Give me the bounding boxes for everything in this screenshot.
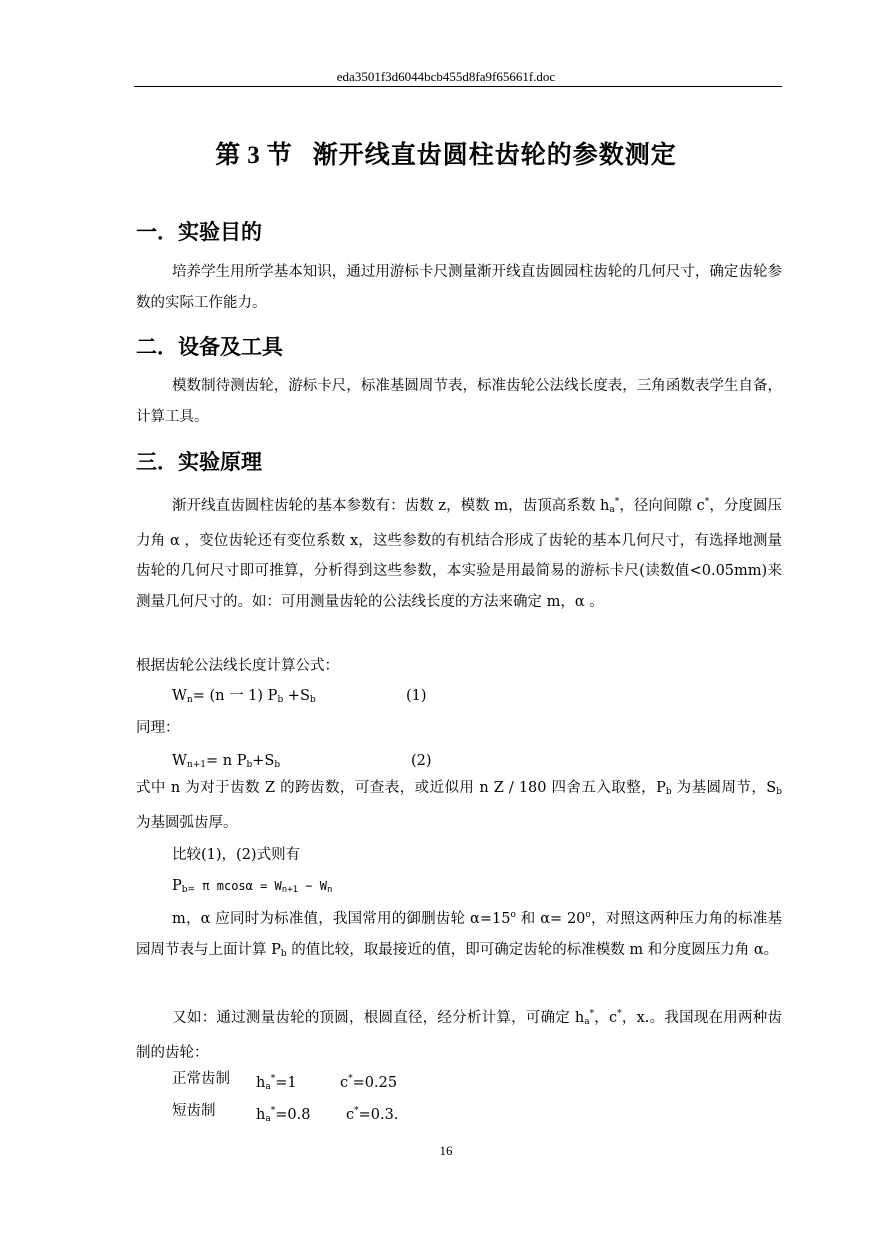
section3-heading: 三．实验原理 <box>136 450 262 474</box>
section1-paragraph: 培养学生用所学基本知识，通过用游标卡尺测量渐开线直齿圆园柱齿轮的几何尺寸，确定齿轮参数的实际工作能力。 <box>136 264 782 311</box>
header-rule <box>134 86 782 87</box>
page-title <box>0 135 892 171</box>
normal-tooth-label: 正常齿制 <box>172 1071 230 1087</box>
equation-2-number: (2) <box>411 753 432 769</box>
tooth-systems-paragraph: 又如：通过测量齿轮的顶圆，根圆直径，经分析计算，可确定 $h_a^*$，c*，x.。我国现在用两种齿制的齿轮： <box>136 1009 782 1061</box>
section1-heading: 一．实验目的 <box>136 220 262 244</box>
principle-paragraph: 渐开线直齿圆柱齿轮的基本参数有：齿数 z，模数 m，齿顶高系数 $h_a^*$，径向间隙 c*，分度圆压力角 α ，变位齿轮还有变位系数 x，这些参数的有机结合形成了齿轮的基本几何尺寸，有选择地测量齿轮的几何尺寸即可推算，分析得到这些参数，本实验是用最简易的游标卡尺(读数值<0.05mm)来测量几何尺寸的。如：可用测量齿轮的公法线长度的方法来确定 m，α 。 <box>136 497 782 610</box>
title-number: 3 <box>247 142 261 169</box>
formula-intro: 根据齿轮公法线长度计算公式： <box>136 658 339 674</box>
equation-3: $P_{b=}$ π $mcos\alpha = W_{n+1} - W_n$ <box>172 878 333 895</box>
section2-heading: 二．设备及工具 <box>136 335 283 359</box>
title-prefix: 第 <box>215 140 242 169</box>
page-number: 16 <box>439 1143 453 1158</box>
equation-2: $W_{n+1}= n$ $P_b+S_b$ <box>172 753 281 770</box>
short-tooth-c: c*=0.3. <box>346 1106 399 1123</box>
where-paragraph: 式中 n 为对于齿数 Z 的跨齿数，可查表，或近似用 n Z / 180 四舍五入取整，$P_b$ 为基圆周节，$S_b$ 为基圆弧齿厚。 <box>136 780 783 831</box>
equation-1: $W_n= (n$ 一 1) $P_b +S_b$ <box>172 688 316 705</box>
compare-text: 比较(1)，(2)式则有 <box>172 847 301 863</box>
section2-paragraph: 模数制待测齿轮，游标卡尺，标准基圆周节表，标准齿轮公法线长度表，三角函数表学生自备，计算工具。 <box>136 378 782 425</box>
title-text: 渐开线直齿圆柱齿轮的参数测定 <box>312 140 677 169</box>
normal-tooth-ha: $h_a^*=1$ <box>256 1074 297 1092</box>
same-reason: 同理： <box>136 720 180 736</box>
normal-tooth-c: c*=0.25 <box>340 1074 398 1091</box>
equation-1-number: (1) <box>406 688 427 704</box>
short-tooth-ha: $h_a^*=0.8$ <box>256 1106 311 1124</box>
title-suffix: 节 <box>266 140 293 169</box>
short-tooth-label: 短齿制 <box>172 1103 216 1119</box>
standard-values-paragraph: m，α 应同时为标准值，我国常用的御删齿轮 $\alpha=15^o$ 和 $\alpha= 20^o$，对照这两种压力角的标准基园周节表与上面计算 $P_b$ 的值比较，取最接近的值，即可确定齿轮的标准模数 m 和分度圆压力角 α。 <box>136 910 782 959</box>
header-filename: eda3501f3d6044bcb455d8fa9f65661f.doc <box>336 69 556 84</box>
